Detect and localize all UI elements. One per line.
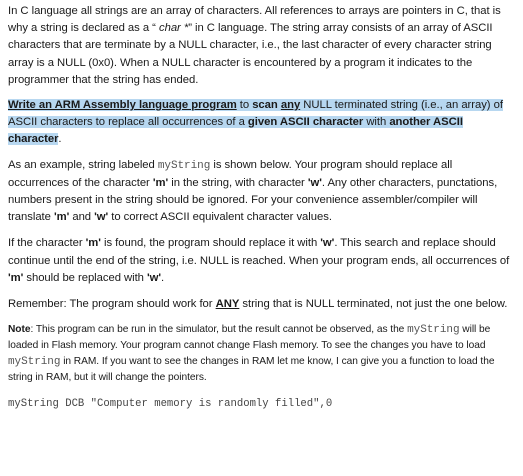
var-mystring-3: myString — [8, 356, 61, 369]
remember-paragraph — [8, 296, 515, 313]
task-any: any — [280, 99, 301, 112]
example-text-c: in the string, with character — [168, 176, 308, 189]
char-declaration: char * — [158, 22, 189, 35]
char-w: 'w' — [307, 176, 322, 189]
code-snippet: myString DCB "Computer memory is randomly filled",0 — [8, 398, 333, 411]
replace-text-d: should be replaced with — [23, 271, 148, 284]
remember-text-a: Remember: The program should work for — [8, 298, 216, 311]
task-heading: Write an ARM Assembly language program — [8, 99, 237, 112]
example-text-b: is shown below. Your program should replace all occurrences of the character — [8, 158, 453, 189]
intro-text-b: ” in C language. The string array consists of an array of ASCII characters that are terminate by a NULL character, i.e., the last character of every character string array is a NULL (0x0). When a NULL character is encountered by a program it indicates to the programmer that the string has ended. — [8, 22, 493, 86]
replace-text-e: . — [161, 271, 165, 284]
note-paragraph — [8, 322, 515, 386]
task-paragraph — [8, 97, 515, 149]
task-scan: scan — [252, 99, 278, 112]
task-given-char: given ASCII character — [247, 116, 364, 129]
char-m-4: 'm' — [8, 271, 24, 284]
replace-paragraph — [8, 235, 515, 287]
note-label: Note — [8, 324, 31, 336]
example-text-d: . Any other characters, punctations, numbers present in the string should be ignored. For your convenience assembler/compiler will translate — [8, 176, 498, 224]
char-m: 'm' — [152, 176, 169, 189]
intro-text-a: In C language all strings are an array of characters. All references to arrays are pointers in C, that is why a string is declared as a “ — [8, 5, 501, 35]
example-text-a: As an example, string labeled — [8, 158, 158, 171]
char-w-4: 'w' — [147, 271, 162, 284]
task-period: . — [58, 133, 62, 146]
example-text-f: to correct ASCII equivalent character values. — [108, 211, 332, 224]
var-mystring: myString — [157, 159, 211, 172]
char-w-3: 'w' — [320, 237, 335, 250]
replace-text-c: . This search and replace should continue until the end of the string, i.e. NULL is reached. When your program ends, all occurrences of — [8, 237, 510, 267]
any-emphasis: ANY — [215, 298, 240, 311]
char-m-2: 'm' — [53, 211, 70, 224]
replace-text-b: is found, the program should replace it with — [100, 237, 321, 250]
example-text-e: and — [69, 211, 95, 224]
example-paragraph — [8, 157, 515, 227]
intro-paragraph — [8, 3, 515, 89]
char-m-3: 'm' — [85, 237, 101, 250]
note-text-a: : This program can be run in the simulator, but the result cannot be observed, as the — [30, 324, 408, 336]
task-with: with — [363, 116, 390, 129]
note-text-c: in RAM. If you want to see the changes in RAM let me know, I can give you a function to load the string in RAM, but it will change the pointers. — [8, 356, 495, 384]
var-mystring-2: myString — [407, 324, 460, 337]
note-text-b: will be loaded in Flash memory. Your program cannot change Flash memory. To see the changes you have to load — [8, 324, 491, 352]
task-another-char: another ASCII character — [8, 116, 463, 146]
task-text: to — [236, 99, 253, 112]
task-text-b: NULL terminated string (i.e., an array) of ASCII characters to replace all occurrences of a — [8, 99, 503, 129]
remember-text-b: string that is NULL terminated, not just the one below. — [239, 298, 508, 311]
char-w-2: 'w' — [94, 211, 109, 224]
replace-text-a: If the character — [8, 237, 86, 250]
